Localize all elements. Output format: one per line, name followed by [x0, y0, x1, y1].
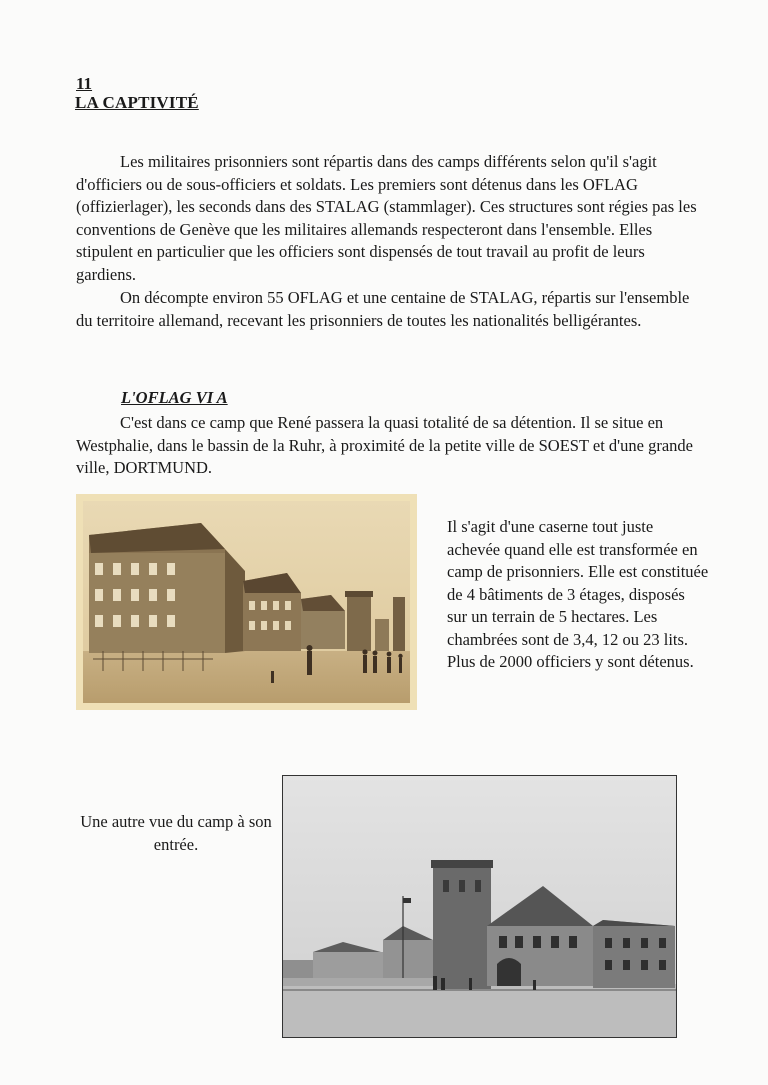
camp-entrance-photo: [282, 775, 677, 1038]
paragraph-intro-text: Les militaires prisonniers sont répartis dans des camps différents selon qu'il s'agit d'officiers ou de sous-officiers et soldats. Les premiers sont détenus dans les OFLAG (offizierlager), les seconds dans des STALAG (stammlager). Ces structures sont régies pas les conventions de Genève que les militaires allemands respecteront dans l'ensemble. Elles stipulent en particulier que les officiers sont dispensés de tout travail au profit de leurs gardiens.: [76, 152, 697, 284]
barracks-description: Il s'agit d'une caserne tout juste achevée quand elle est transformée en camp de prisonniers. Elle est constituée de 4 bâtiments de 3 étages, disposés sur un terrain de 5 hectares. Les chambrées sont de 3,4, 12 ou 23 lits. Plus de 2000 officiers y sont détenus.: [447, 517, 709, 671]
paragraph-location: [76, 412, 706, 480]
section-title: L'OFLAG VI A: [121, 388, 228, 407]
barracks-photo: [76, 494, 417, 710]
paragraph-location-text: C'est dans ce camp que René passera la quasi totalité de sa détention. Il se situe en Westphalie, dans le bassin de la Ruhr, à proximité de la petite ville de SOEST et d'une grande ville, DORTMUND.: [76, 413, 693, 477]
chapter-number: 11: [76, 74, 93, 93]
barracks-photo-image: [83, 501, 410, 703]
paragraph-count: [76, 287, 706, 332]
paragraph-count-text: On décompte environ 55 OFLAG et une centaine de STALAG, répartis sur l'ensemble du territoire allemand, recevant les prisonniers de toutes les nationalités belligérantes.: [76, 288, 690, 330]
camp-entrance-photo-image: [283, 776, 676, 1037]
photo-caption: Une autre vue du camp à son entrée.: [80, 812, 272, 854]
chapter-title: LA CAPTIVITÉ: [75, 93, 199, 112]
paragraph-intro: [76, 151, 706, 286]
